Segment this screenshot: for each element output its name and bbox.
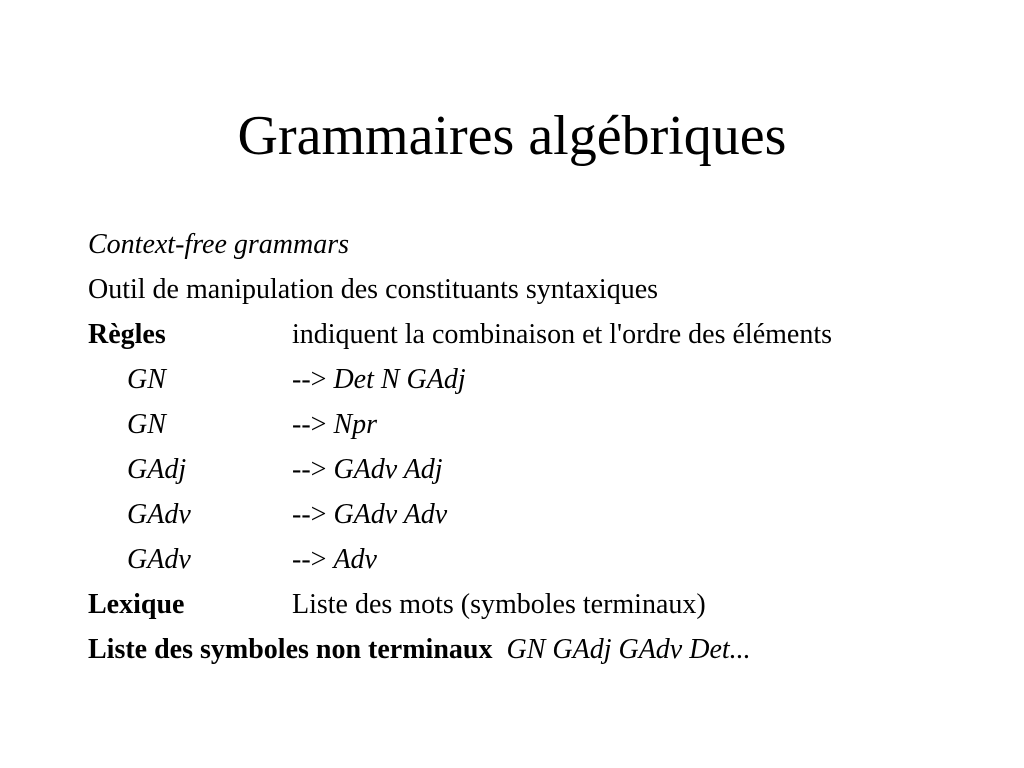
- lexicon-description: Liste des mots (symboles terminaux): [292, 589, 706, 620]
- nonterminals-line: [88, 633, 751, 667]
- rule-lhs: GAdv: [127, 499, 191, 530]
- rule-rhs-text: Adv: [333, 544, 377, 575]
- rule-rhs: [292, 408, 377, 442]
- english-term: Context-free grammars: [88, 229, 350, 260]
- rules-description: indiquent la combinaison et l'ordre des éléments: [292, 319, 833, 350]
- rule-rhs: [292, 453, 443, 487]
- rule-arrow: -->: [292, 364, 327, 395]
- rule-lhs: GN: [127, 364, 166, 395]
- rule-lhs: GN: [127, 409, 166, 440]
- lexicon-label: Lexique: [88, 589, 185, 620]
- slide-title: Grammaires algébriques: [237, 105, 787, 167]
- rule-lhs: GAdj: [127, 454, 187, 485]
- rule-arrow: -->: [292, 409, 327, 440]
- rule-rhs-text: Det N GAdj: [333, 364, 466, 395]
- rule-lhs: GAdv: [127, 544, 191, 575]
- rule-rhs: [292, 498, 447, 532]
- rules-label: Règles: [88, 319, 166, 350]
- rule-arrow: -->: [292, 454, 327, 485]
- rule-rhs: [292, 363, 466, 397]
- description-line: Outil de manipulation des constituants syntaxiques: [88, 274, 659, 305]
- rule-rhs-text: Npr: [333, 409, 378, 440]
- nonterminals-label: Liste des symboles non terminaux: [88, 634, 493, 665]
- rule-arrow: -->: [292, 544, 327, 575]
- rule-rhs-text: GAdv Adv: [333, 499, 448, 530]
- rule-rhs-text: GAdv Adj: [333, 454, 443, 485]
- rule-arrow: -->: [292, 499, 327, 530]
- rule-rhs: [292, 543, 377, 577]
- nonterminals-list: GN GAdj GAdv Det...: [506, 634, 751, 665]
